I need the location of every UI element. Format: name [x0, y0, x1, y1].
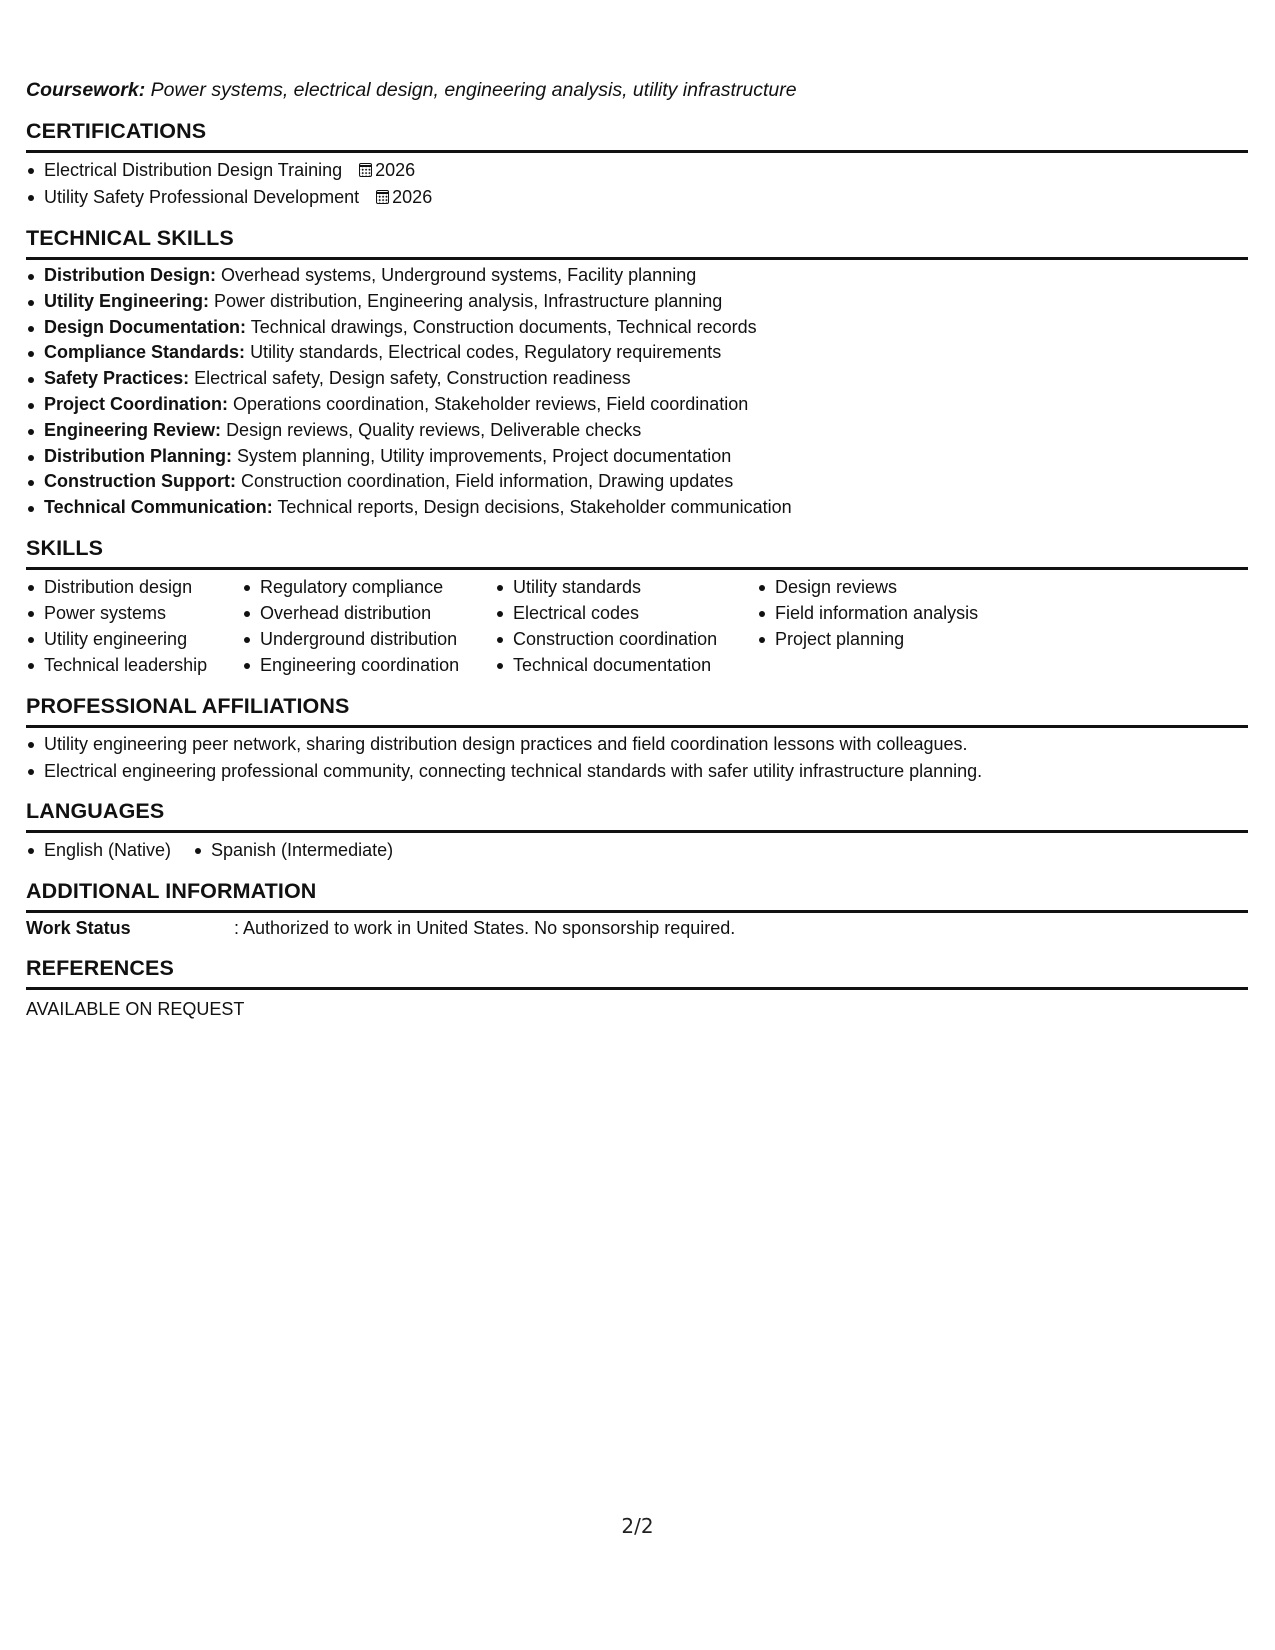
language-item: Spanish (Intermediate)	[193, 837, 393, 864]
skills-column	[26, 574, 207, 678]
certification-year: 2026	[392, 187, 433, 207]
skill-item: Regulatory compliance	[260, 574, 459, 600]
skills-heading: SKILLS	[26, 535, 1248, 570]
skill-item: Utility standards	[513, 574, 717, 600]
technical-skills-list	[26, 263, 792, 521]
calendar-icon	[376, 190, 389, 204]
technical-skill-label: Engineering Review:	[44, 419, 222, 440]
certification-date	[376, 184, 432, 211]
page-number: 2/2	[621, 1514, 654, 1538]
skill-item: Overhead distribution	[260, 600, 459, 626]
technical-skill-item	[44, 366, 792, 392]
skill-item: Design reviews	[775, 574, 978, 600]
languages-heading: LANGUAGES	[26, 798, 1248, 833]
certification-date	[359, 157, 415, 184]
skill-item: Engineering coordination	[260, 652, 459, 678]
technical-skill-label: Design Documentation:	[44, 316, 247, 337]
technical-skill-item	[44, 418, 792, 444]
certification-year: 2026	[375, 160, 416, 180]
technical-skill-label: Utility Engineering:	[44, 290, 210, 311]
skill-item: Electrical codes	[513, 600, 717, 626]
coursework-line	[26, 79, 797, 102]
certification-name: Utility Safety Professional Development	[44, 187, 360, 207]
affiliation-item: Utility engineering peer network, sharing distribution design practices and field coordination lessons with colleagues.	[44, 731, 982, 758]
skill-item: Technical documentation	[513, 652, 717, 678]
technical-skill-item	[44, 469, 792, 495]
technical-skill-text: System planning, Utility improvements, Project documentation	[237, 445, 732, 466]
affiliation-item: Electrical engineering professional community, connecting technical standards with safer utility infrastructure planning.	[44, 758, 982, 785]
technical-skill-item	[44, 315, 792, 341]
technical-skill-text: Design reviews, Quality reviews, Deliverable checks	[226, 419, 642, 440]
technical-skill-text: Power distribution, Engineering analysis, Infrastructure planning	[214, 290, 723, 311]
technical-skill-item	[44, 263, 792, 289]
technical-skill-label: Project Coordination:	[44, 393, 228, 414]
technical-skill-item	[44, 289, 792, 315]
technical-skill-text: Operations coordination, Stakeholder reviews, Field coordination	[233, 393, 749, 414]
work-status-label: Work Status	[26, 918, 131, 938]
skill-item: Technical leadership	[44, 652, 207, 678]
technical-skill-label: Compliance Standards:	[44, 342, 246, 363]
skill-item: Project planning	[775, 626, 978, 652]
technical-skill-item	[44, 340, 792, 366]
certification-name: Electrical Distribution Design Training	[44, 160, 343, 180]
technical-skill-item	[44, 495, 792, 521]
references-heading: REFERENCES	[26, 955, 1248, 990]
technical-skill-label: Technical Communication:	[44, 497, 273, 518]
technical-skill-text: Technical reports, Design decisions, Stakeholder communication	[277, 497, 792, 518]
skill-item: Underground distribution	[260, 626, 459, 652]
skills-column	[242, 574, 459, 678]
technical-skill-item	[44, 444, 792, 470]
language-item: English (Native)	[26, 837, 171, 864]
technical-skill-text: Construction coordination, Field information, Drawing updates	[241, 471, 734, 492]
certifications-heading: CERTIFICATIONS	[26, 118, 1248, 153]
technical-skill-text: Utility standards, Electrical codes, Regulatory requirements	[250, 342, 722, 363]
certification-item	[44, 184, 432, 211]
technical-skill-item	[44, 392, 792, 418]
technical-skill-label: Safety Practices:	[44, 368, 190, 389]
skills-column	[757, 574, 978, 652]
references-text: AVAILABLE ON REQUEST	[26, 999, 245, 1019]
technical-skill-label: Construction Support:	[44, 471, 236, 492]
additional-info-heading: ADDITIONAL INFORMATION	[26, 878, 1248, 913]
skill-item: Field information analysis	[775, 600, 978, 626]
coursework-text: Power systems, electrical design, engineering analysis, utility infrastructure	[150, 79, 797, 101]
skill-item: Utility engineering	[44, 626, 207, 652]
work-status-value: : Authorized to work in United States. No sponsorship required.	[234, 918, 736, 938]
certification-item	[44, 157, 432, 184]
technical-skill-text: Overhead systems, Underground systems, Facility planning	[221, 265, 697, 285]
technical-skill-label: Distribution Planning:	[44, 445, 232, 466]
skill-item: Power systems	[44, 600, 207, 626]
skill-item: Distribution design	[44, 574, 207, 600]
coursework-label: Coursework:	[26, 79, 146, 101]
skill-item: Construction coordination	[513, 626, 717, 652]
technical-skill-text: Electrical safety, Design safety, Construction readiness	[194, 368, 631, 389]
affiliations-heading: PROFESSIONAL AFFILIATIONS	[26, 693, 1248, 728]
affiliations-list	[26, 731, 982, 785]
technical-skills-heading: TECHNICAL SKILLS	[26, 225, 1248, 260]
technical-skill-label: Distribution Design:	[44, 265, 216, 285]
technical-skill-text: Technical drawings, Construction documents, Technical records	[250, 316, 757, 337]
skills-column	[495, 574, 717, 678]
calendar-icon	[359, 163, 372, 177]
certifications-list	[26, 157, 432, 211]
